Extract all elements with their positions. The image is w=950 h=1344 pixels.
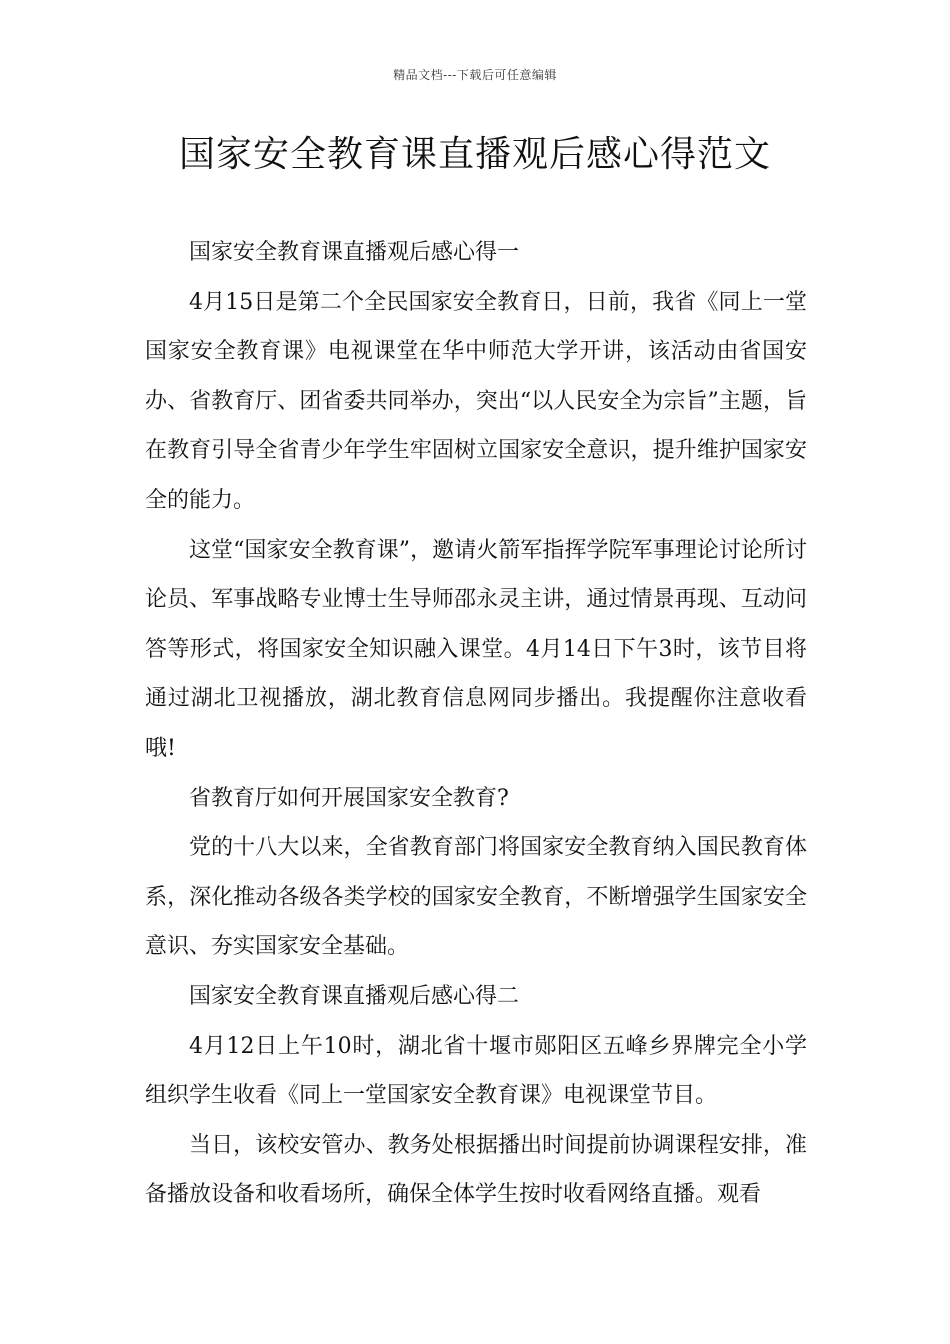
paragraph: 4月12日上午10时，湖北省十堰市郧阳区五峰乡界牌完全小学组织学生收看《同上一堂国家安全教育课》电视课堂节目。 bbox=[145, 1033, 807, 1109]
paragraph: 这堂“国家安全教育课”，邀请火箭军指挥学院军事理论讨论所讨论员、军事战略专业博士生导师邵永灵主讲，通过情景再现、互动问答等形式，将国家安全知识融入课堂。4月14日下午3时，该节目将通过湖北卫视播放，湖北教育信息网同步播出。我提醒你注意收看哦! bbox=[145, 537, 807, 761]
paragraph-subheading-1: 国家安全教育课直播观后感心得一 bbox=[189, 240, 520, 265]
paragraph: 4月15日是第二个全民国家安全教育日，日前，我省《同上一堂国家安全教育课》电视课堂在华中师范大学开讲，该活动由省国安办、省教育厅、团省委共同举办，突出“以人民安全为宗旨”主题，旨在教育引导全省青少年学生牢固树立国家安全意识，提升维护国家安全的能力。 bbox=[145, 289, 807, 513]
header-note: 精品文档---下载后可任意编辑 bbox=[393, 68, 557, 82]
paragraph: 当日，该校安管办、教务处根据播出时间提前协调课程安排，准备播放设备和收看场所，确保全体学生按时收看网络直播。观看 bbox=[145, 1132, 807, 1208]
paragraph-question: 省教育厅如何开展国家安全教育? bbox=[189, 785, 509, 811]
document-title: 国家安全教育课直播观后感心得范文 bbox=[178, 134, 771, 175]
document-body bbox=[145, 228, 807, 1220]
paragraph: 党的十八大以来，全省教育部门将国家安全教育纳入国民教育体系，深化推动各级各类学校的国家安全教育，不断增强学生国家安全意识、夯实国家安全基础。 bbox=[145, 835, 807, 960]
paragraph-subheading-2: 国家安全教育课直播观后感心得二 bbox=[189, 983, 520, 1009]
